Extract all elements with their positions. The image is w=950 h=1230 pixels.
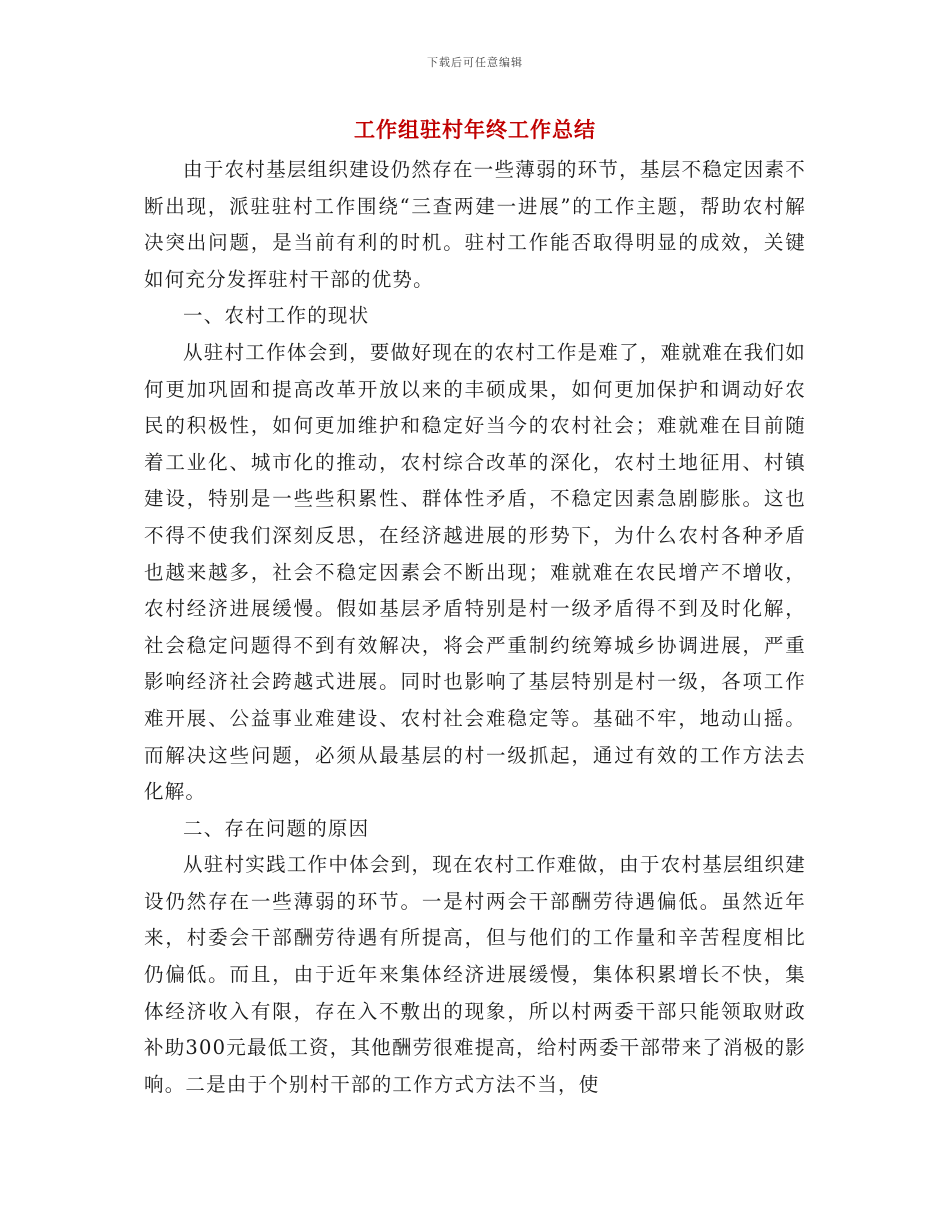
document-body	[144, 152, 806, 1103]
page-title: 工作组驻村年终工作总结	[354, 117, 596, 142]
section-heading-current-status: 一、农村工作的现状	[183, 304, 370, 328]
header-note: 下载后可任意编辑	[427, 56, 523, 69]
paragraph-causes: 从驻村实践工作中体会到，现在农村工作难做，由于农村基层组织建设仍然存在一些薄弱的环节。一是村两会干部酬劳待遇偏低。虽然近年来，村委会干部酬劳待遇有所提高，但与他们的工作量和辛苦程度相比仍偏低。而且，由于近年来集体经济进展缓慢，集体积累增长不快，集体经济收入有限，存在入不敷出的现象，所以村两委干部只能领取财政补助300元最低工资，其他酬劳很难提高，给村两委干部带来了消极的影响。二是由于个别村干部的工作方式方法不当，使	[144, 853, 806, 1096]
paragraph-current-status: 从驻村工作体会到，要做好现在的农村工作是难了，难就难在我们如何更加巩固和提高改革开放以来的丰硕成果，如何更加保护和调动好农民的积极性，如何更加维护和稳定好当今的农村社会；难就难在目前随着工业化、城市化的推动，农村综合改革的深化，农村土地征用、村镇建设，特别是一些些积累性、群体性矛盾，不稳定因素急剧膨胀。这也不得不使我们深刻反思，在经济越进展的形势下，为什么农村各种矛盾也越来越多，社会不稳定因素会不断出现；难就难在农民增产不增收，农村经济进展缓慢。假如基层矛盾特别是村一级矛盾得不到及时化解，社会稳定问题得不到有效解决，将会严重制约统筹城乡协调进展，严重影响经济社会跨越式进展。同时也影响了基层特别是村一级，各项工作难开展、公益事业难建设、农村社会难稳定等。基础不牢，地动山摇。而解决这些问题，必须从最基层的村一级抓起，通过有效的工作方法去化解。	[144, 340, 806, 804]
paragraph-intro: 由于农村基层组织建设仍然存在一些薄弱的环节，基层不稳定因素不断出现，派驻驻村工作围绕“三查两建一进展”的工作主题，帮助农村解决突出问题，是当前有利的时机。驻村工作能否取得明显的成效，关键如何充分发挥驻村干部的优势。	[144, 158, 806, 291]
section-heading-causes: 二、存在问题的原因	[183, 816, 370, 840]
